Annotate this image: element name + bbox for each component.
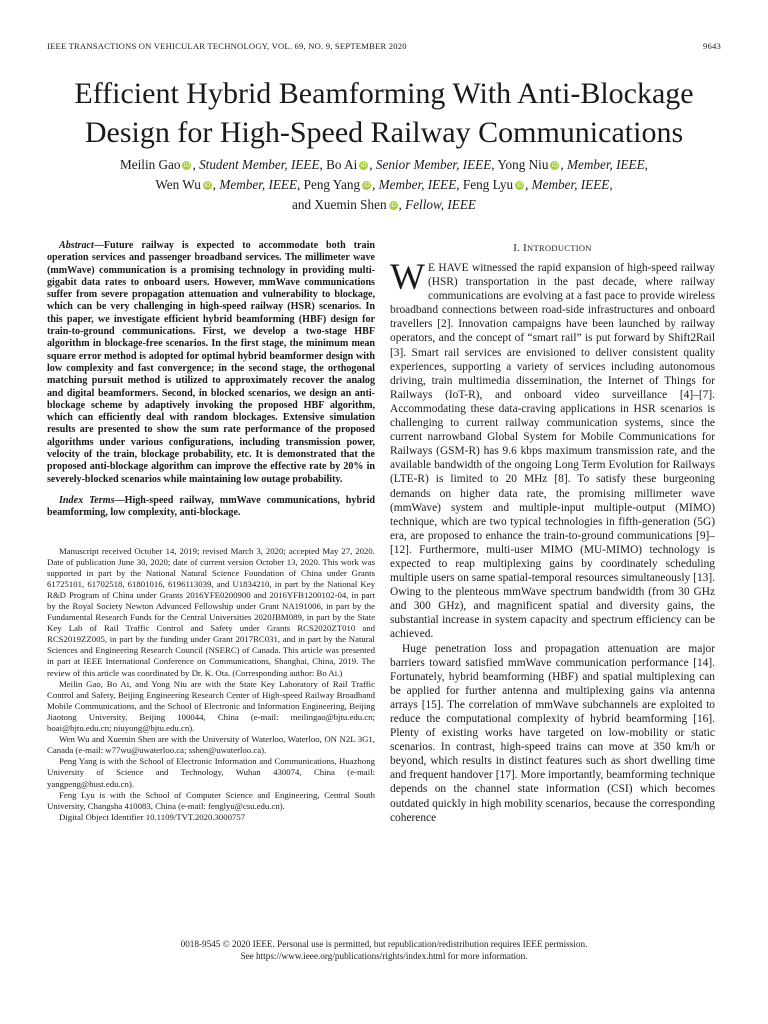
orcid-icon[interactable]: iD [360,162,367,169]
footnote-funding: Manuscript received October 14, 2019; revised March 3, 2020; accepted May 27, 2020. Date of publication June 30, 2020; date of current version October 13, 2020. This work was supported in part by the National Natural Science Foundation of China under Grants 61725101, 61702518, 61801016, 6196113039, and U1834210, in part by the National Key R&D Program of China under Grants 2016YFE0200900 and 2016YFB1200102-04, in part by the Royal Society Newton Advanced Fellowship under Grant NA191006, in part by the Fundamental Research Funds for the Central Universities 2020JBM089, in part by the State Key Lab of Rail Traffic Control and Safety under Grants RCS2020ZT010 and RCS2019ZZ005, in part by the funding under Grant 2017RC031, and in part by the Natural Sciences and Engineering Research Council (NSERC) of Canada. This article was presented in part at IEEE International Conference on Communications, Shanghai, China, 2019. The review of this article was coordinated by Dr. K. Ota. (Corresponding author: Bo Ai.) [47,545,375,678]
author-line-2: Wen Wu iD , Member, IEEE, Peng Yang iD , Member, IEEE, Feng Lyu iD , Member, IEEE, [155,177,613,192]
footnotes [47,546,375,823]
abstract-text: —Future railway is expected to accommodate both train operation services and passenger broadband services. The millimeter wave (mmWave) communication is a promising technology in providing multi-gigabit data rates to onboard users. However, mmWave communications suffer from severe propagation attenuation and vulnerability to blockage, which can be very challenging in high-speed railway (HSR) scenarios. In this paper, we investigate efficient hybrid beamforming (HBF) design for train-to-ground communications. First, we develop a two-stage HBF algorithm in blockage-free scenarios. In the first stage, the minimum mean square error method is adopted for optimal hybrid beamformer design with low complexity and fast convergence; in the second stage, the orthogonal matching pursuit method is utilized to approximately recover the analog and digital beamformers. Second, in blocked scenarios, we design an anti-blockage scheme by adaptively invoking the proposed HBF algorithm, which can efficiently deal with random blockages. Extensive simulation results are presented to show the sum rate performance of the proposed algorithms under various configurations, including transmission power, velocity of the train, blockage probability, etc. It is demonstrated that the proposed anti-blockage algorithm can improve the effective rate by 20% in severely-blocked scenarios while maintaining low outage probability. [47,240,375,485]
author-name: Feng Lyu [462,177,514,192]
section-heading: I. INTRODUCTION [513,242,592,254]
author-line-3: and Xuemin Shen iD , Fellow, IEEE [292,197,476,212]
author-name: Peng Yang [303,177,361,192]
title-line-2: Design for High-Speed Railway Communications [84,116,684,149]
footnote-affiliation: Peng Yang is with the School of Electronic Information and Communications, Huazhong University of Science and Technology, Wuhan 430074, China (e-mail: yangpeng@hust.edu.cn). [47,756,375,789]
author-role: Fellow, IEEE [405,197,476,212]
author-role: Senior Member, IEEE [375,157,492,172]
footnote-affiliation: Feng Lyu is with the School of Computer Science and Engineering, Central South University, Changsha 410083, China (e-mail: fenglyu@csu.edu.cn). [47,789,375,811]
orcid-icon[interactable]: iD [363,182,370,189]
copyright-footer [47,939,721,962]
drop-cap: W [390,257,425,298]
paper-title [30,74,738,152]
orcid-icon[interactable]: iD [516,182,523,189]
author-role: Member, IEEE [567,157,645,172]
footnote-affiliation: Meilin Gao, Bo Ai, and Yong Niu are with the State Key Laboratory of Rail Traffic Control and Safety, Beijing Engineering Research Center of High-speed Railway Broadband Mobile Communications, and the School of Electronic and Information Engineering, Beijing Jiaotong University, Beijing 100044, China (e-mail: meilingao@bjtu.edu.cn; boai@bjtu.edu.cn; niuyong@bjtu.edu.cn). [47,678,375,734]
index-terms [47,495,375,520]
page-number: 9643 [703,41,721,51]
intro-paragraph-1 [390,257,715,642]
author-name: Yong Niu [497,157,549,172]
intro-paragraph-2: Huge penetration loss and propagation attenuation are major barriers toward satisfied mmWave communication performance [14]. Fortunately, hybrid beamforming (HBF) and spatial multiplexing can be applied for further antenna and multiplexing gains via antenna arrays [15]. The correlation of mmWave subchannels are exploited to reduce the computational complexity of hybrid beamforming [16]. Plenty of existing works have targeted on low-mobility or static scenarios. In contrast, high-speed trains can move at 350 km/h or beyond, which results in distinct features such as short dwelling time and frequent handover [17]. More importantly, beamforming technique depends on the channel state information (CSI) which becomes outdated quickly in high mobility scenarios, because the corresponding coherence [390,642,715,824]
index-terms-lead: Index Terms [59,494,115,506]
orcid-icon[interactable]: iD [551,162,559,169]
footnote-doi: Digital Object Identifier 10.1109/TVT.2020.3000757 [59,811,246,822]
rights-link[interactable]: See https://www.ieee.org/publications/rights/index.html for more information. [240,950,528,961]
left-column [47,240,375,823]
journal-name: IEEE TRANSACTIONS ON VEHICULAR TECHNOLOGY, VOL. 69, NO. 9, SEPTEMBER 2020 [47,41,407,51]
abstract [47,240,375,486]
author-role: Member, IEEE [531,177,610,192]
author-name: Wen Wu [155,177,201,192]
copyright-line: 0018-9545 © 2020 IEEE. Personal use is permitted, but republication/redistribution requires IEEE permission. [180,939,588,949]
author-role: Member, IEEE [219,177,298,192]
author-role: Member, IEEE [378,177,457,192]
intro-paragraph-1-text: E HAVE witnessed the rapid expansion of high-speed railway (HSR) transportation in the past decade, where railway communications are evolving at a fast pace to provide wireless broadband connections between road-side infrastructures and onboard travellers [2]. Innovation campaigns have been launched by railway operators, and the concept of “smart rail” is put forward by Shift2Rail [3]. Smart rail services are envisioned to deliver consistent quality experiences, supporting a variety of services including autonomous driving, train multimedia dissemination, the Internet of Things for Railways (IoT-R), and onboard video surveillance [4]–[7]. Accommodating these data-craving applications in HSR scenarios is challenging to current railway communication systems, since the current narrowband Global System for Mobile Communications for Railways (GSM-R) has 9.6 kbps maximum transmission rate, and the available bandwidth of the ongoing Long Term Evolution for Railways (LTE-R) is limited to 20 MHz [8]. To satisfy these burgeoning demands on higher data rate, the promising millimeter wave (mmWave) system and multiple-input multiple-output (MIMO) technique, which are two typical technologies in fifth-generation (5G) era, are proposed to enhance the train-to-ground communications [9]–[12]. Furthermore, multi-user MIMO (MU-MIMO) technology is expected to reap multiplexing gains by coordinately scheduling multiple users on same spatial-temporal resources simultaneously [13]. Owing to the plenteous mmWave spectrum bandwidth (from 30 GHz and 300 GHz), and magnificent spatial and diversity gains, the substantial increase in system capacity and spectrum efficiency can be achieved. [390,262,715,641]
author-name: Xuemin Shen [314,197,387,212]
orcid-icon[interactable]: iD [389,202,397,209]
abstract-lead: Abstract [59,240,94,251]
author-list [60,155,708,215]
running-head [47,41,721,51]
author-role: Student Member, IEEE [199,157,320,172]
title-line-1: Efficient Hybrid Beamforming With Anti-Blockage [74,77,694,110]
author-line-1: Meilin Gao iD , Student Member, IEEE, Bo Ai iD , Senior Member, IEEE, Yong Niu iD , Member, IEEE, [120,157,648,172]
author-name: Meilin Gao [120,157,181,172]
author-name: Bo Ai [326,157,358,172]
orcid-icon[interactable]: iD [204,182,211,189]
orcid-icon[interactable]: iD [183,162,191,169]
right-column [390,242,715,825]
index-terms-text: —High-speed railway, mmWave communications, hybrid beamforming, low complexity, anti-blockage. [47,494,375,519]
footnote-affiliation: Wen Wu and Xuemin Shen are with the University of Waterloo, Waterloo, ON N2L 3G1, Canada (e-mail: w77wu@uwaterloo.ca; sshen@uwaterloo.ca). [47,734,375,756]
